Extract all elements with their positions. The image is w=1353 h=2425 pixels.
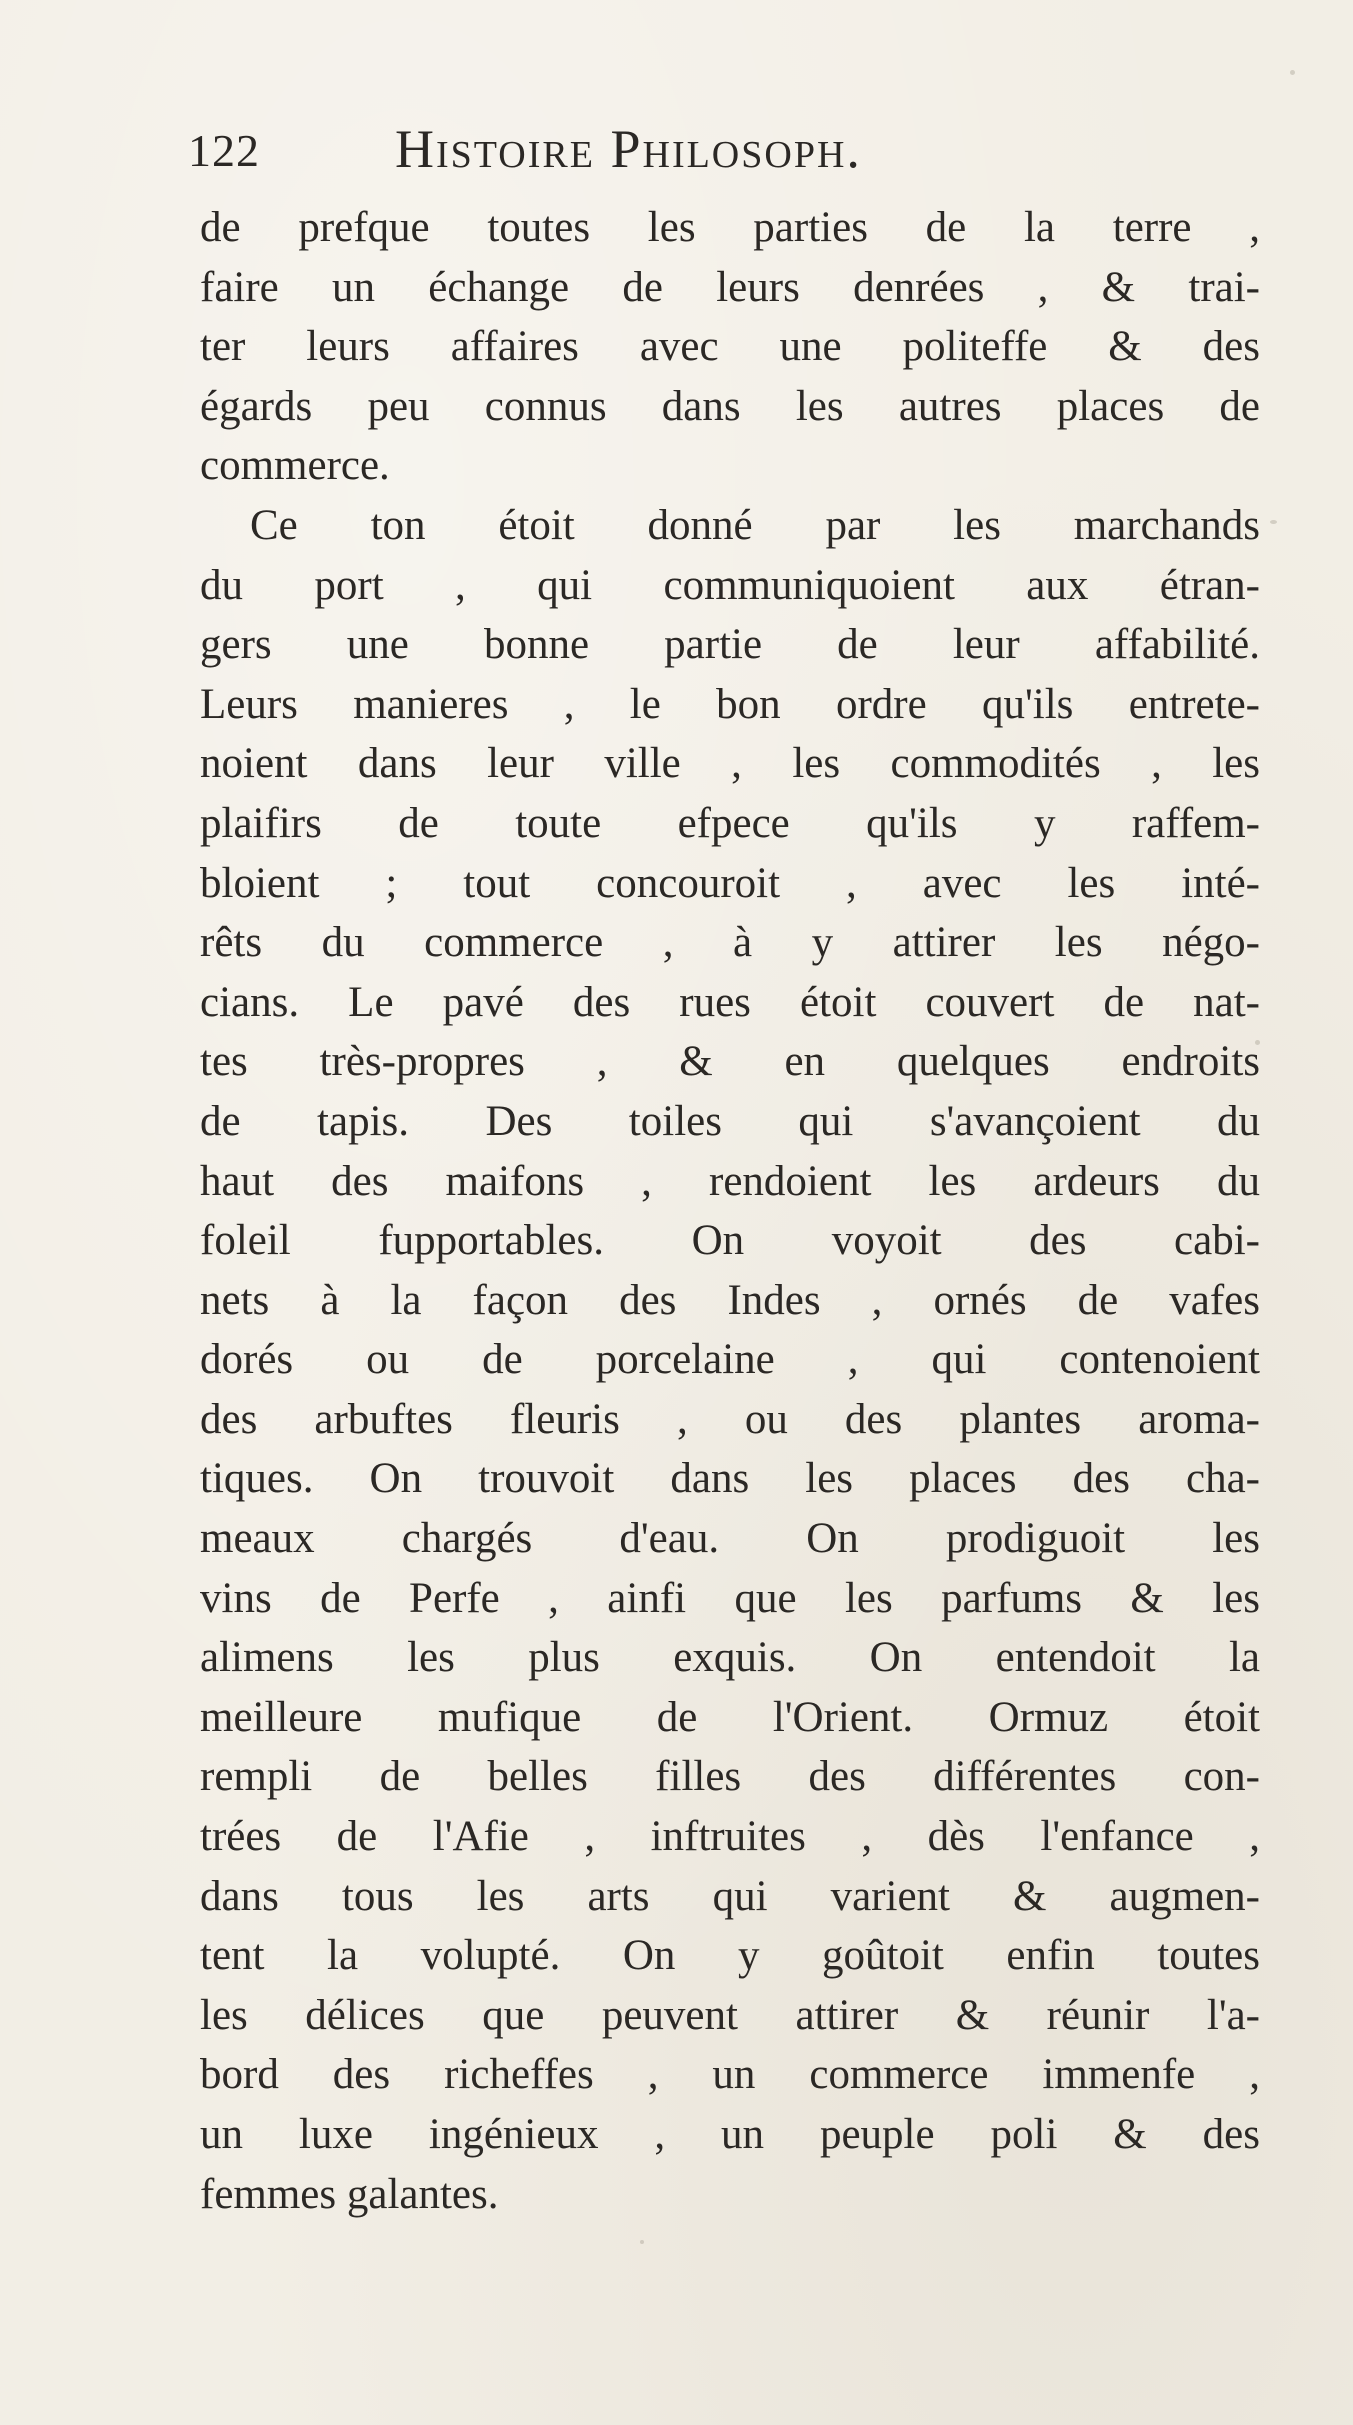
text-line: tent la volupté. On y goûtoit enfin toutes [200,1932,1260,1980]
text-line: bloient ; tout concouroit , avec les inté- [200,859,1260,907]
text-line: tes très-propres , & en quelques endroits [200,1038,1260,1086]
text-line: femmes galantes. [200,2170,499,2218]
text-line: dans tous les arts qui varient & augmen- [200,1872,1260,1920]
text-line: un luxe ingénieux , un peuple poli & des [200,2111,1260,2158]
text-line: Leurs manieres , le bon ordre qu'ils entrete- [200,680,1260,728]
text-line: des arbuftes fleuris , ou des plantes aroma- [200,1395,1260,1443]
text-line: haut des maifons , rendoient les ardeurs du [200,1157,1260,1205]
text-line: les délices que peuvent attirer & réunir l'a- [200,1991,1260,2039]
text-line: gers une bonne partie de leur affabilité. [200,621,1260,669]
text-line: foleil fupportables. On voyoit des cabi- [200,1217,1260,1265]
text-line: ter leurs affaires avec une politeffe & des [200,323,1260,371]
paper-speck [640,2240,644,2244]
text-line: alimens les plus exquis. On entendoit la [200,1634,1260,1682]
text-line: dorés ou de porcelaine , qui contenoient [200,1336,1260,1384]
text-line: plaifirs de toute efpece qu'ils y raffem- [200,799,1260,847]
text-line: nets à la façon des Indes , ornés de vafes [200,1276,1260,1324]
page-number: 122 [188,125,260,176]
text-line: Ce ton étoit donné par les marchands [250,501,1260,549]
text-line: du port , qui communiquoient aux étran- [200,561,1260,609]
text-line: tiques. On trouvoit dans les places des cha- [200,1455,1260,1503]
text-line: trées de l'Afie , inftruites , dès l'enfance , [200,1813,1260,1861]
paper-speck [1270,520,1277,524]
text-line: bord des richeffes , un commerce immenfe , [200,2051,1260,2099]
text-line: faire un échange de leurs denrées , & trai- [200,263,1260,311]
text-line: commerce. [200,442,390,490]
text-line: rempli de belles filles des différentes con- [200,1753,1260,1801]
text-line: cians. Le pavé des rues étoit couvert de nat- [200,978,1260,1026]
text-line: de prefque toutes les parties de la terre , [200,204,1260,251]
body-text [200,198,1260,2224]
text-line: meaux chargés d'eau. On prodiguoit les [200,1515,1260,1563]
text-line: vins de Perfe , ainfi que les parfums & les [200,1574,1260,1622]
text-line: meilleure mufique de l'Orient. Ormuz étoit [200,1693,1260,1741]
text-line: égards peu connus dans les autres places de [200,382,1260,430]
text-line: noient dans leur ville , les commodités , les [200,740,1260,788]
text-line: rêts du commerce , à y attirer les négo- [200,919,1260,967]
running-head: Histoire Philosoph. [395,119,862,179]
page-header [170,118,1230,188]
paper-speck [1290,70,1295,75]
text-line: de tapis. Des toiles qui s'avançoient du [200,1097,1260,1145]
